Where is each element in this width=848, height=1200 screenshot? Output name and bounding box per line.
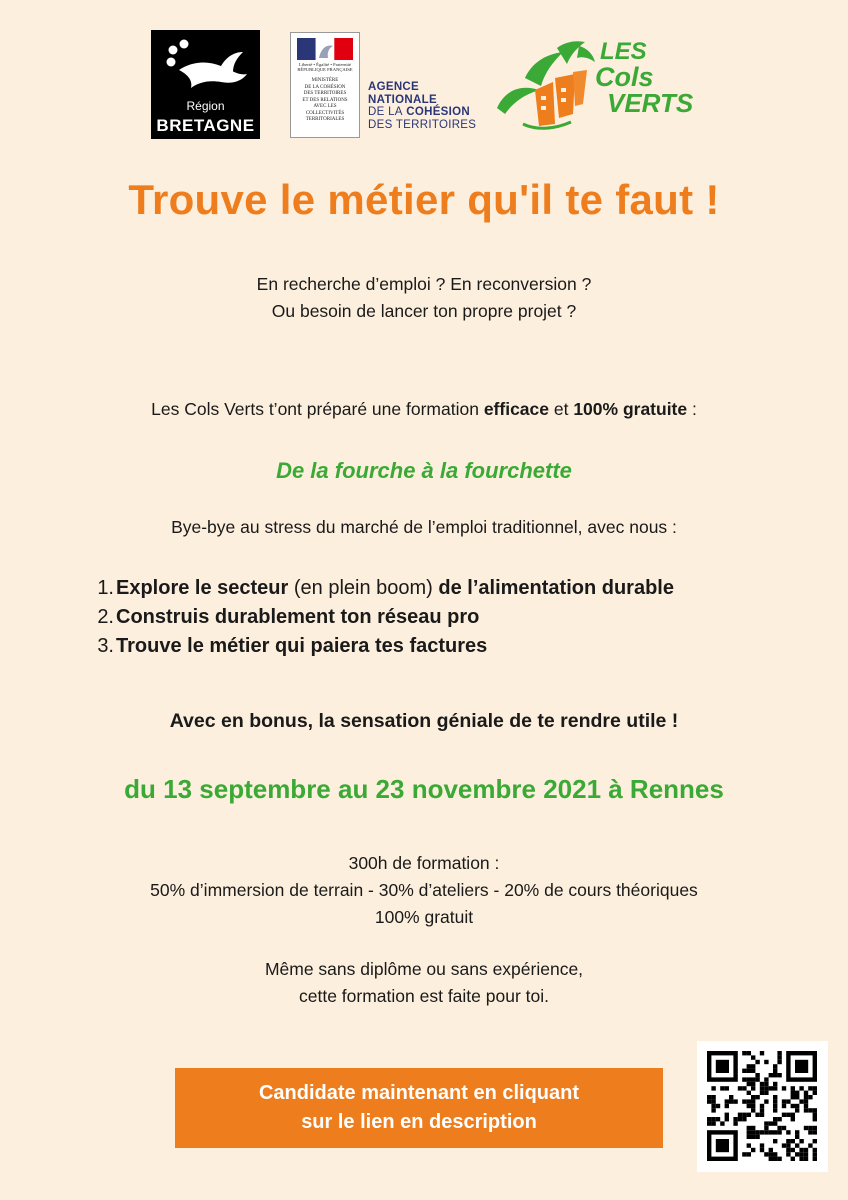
list-item: 3. Trouve le métier qui paiera tes factures: [97, 635, 488, 657]
cols-verts-les: LES: [600, 38, 647, 65]
ministere-label: MINISTÈRE DE LA COHÉSION DES TERRITOIRES ET DES RELATIONS AVEC LES COLLECTIVITÉS TERRITORIALES: [302, 78, 348, 122]
byebye-text: Bye-bye au stress du marché de l’emploi traditionnel, avec nous :: [171, 517, 677, 537]
anct-logo: [290, 32, 490, 138]
steps-list: [94, 574, 814, 661]
carrot-leaves-icon: [495, 38, 600, 130]
page-title: Trouve le métier qu'il te faut !: [128, 176, 720, 223]
bretagne-label: BRETAGNE: [156, 116, 255, 135]
dates-text: du 13 septembre au 23 novembre 2021 à Rennes: [124, 774, 724, 804]
qr-code[interactable]: [697, 1041, 828, 1172]
cols-verts-cols: Cols: [595, 62, 654, 92]
apply-button[interactable]: Candidate maintenant en cliquant sur le lien en description: [175, 1068, 663, 1148]
cols-verts-verts: VERTS: [607, 88, 694, 118]
intro-text: En recherche d’emploi ? En reconversion ? Ou besoin de lancer ton propre projet ?: [256, 274, 592, 321]
list-item: 1. Explore le secteur (en plein boom) de l’alimentation durable: [97, 577, 674, 599]
bonus-text: Avec en bonus, la sensation géniale de te rendre utile !: [169, 710, 679, 732]
ermine-bird-icon: [151, 30, 260, 100]
offer-text: Les Cols Verts t’ont préparé une formation efficace et 100% gratuite :: [151, 399, 697, 419]
course-name: De la fourche à la fourchette: [276, 458, 572, 483]
marianne-flag-icon: [297, 38, 353, 60]
republique-label: Liberté • Égalité • Fraternité RÉPUBLIQUE FRANÇAISE: [297, 62, 353, 72]
ministere-block: [290, 32, 360, 138]
details-text: 300h de formation : 50% d’immersion de terrain - 30% d’ateliers - 20% de cours théoriques 100% gratuit: [150, 853, 698, 927]
reassure-text: Même sans diplôme ou sans expérience, cette formation est faite pour toi.: [264, 959, 584, 1006]
agency-label: AGENCE NATIONALE DE LA COHÉSION DES TERRITOIRES: [368, 81, 477, 131]
qr-code-icon: [697, 1041, 828, 1172]
region-bretagne-logo: [151, 30, 260, 139]
region-label: Région: [186, 99, 225, 113]
les-cols-verts-logo: [495, 38, 694, 130]
list-item: 2. Construis durablement ton réseau pro: [97, 606, 480, 628]
